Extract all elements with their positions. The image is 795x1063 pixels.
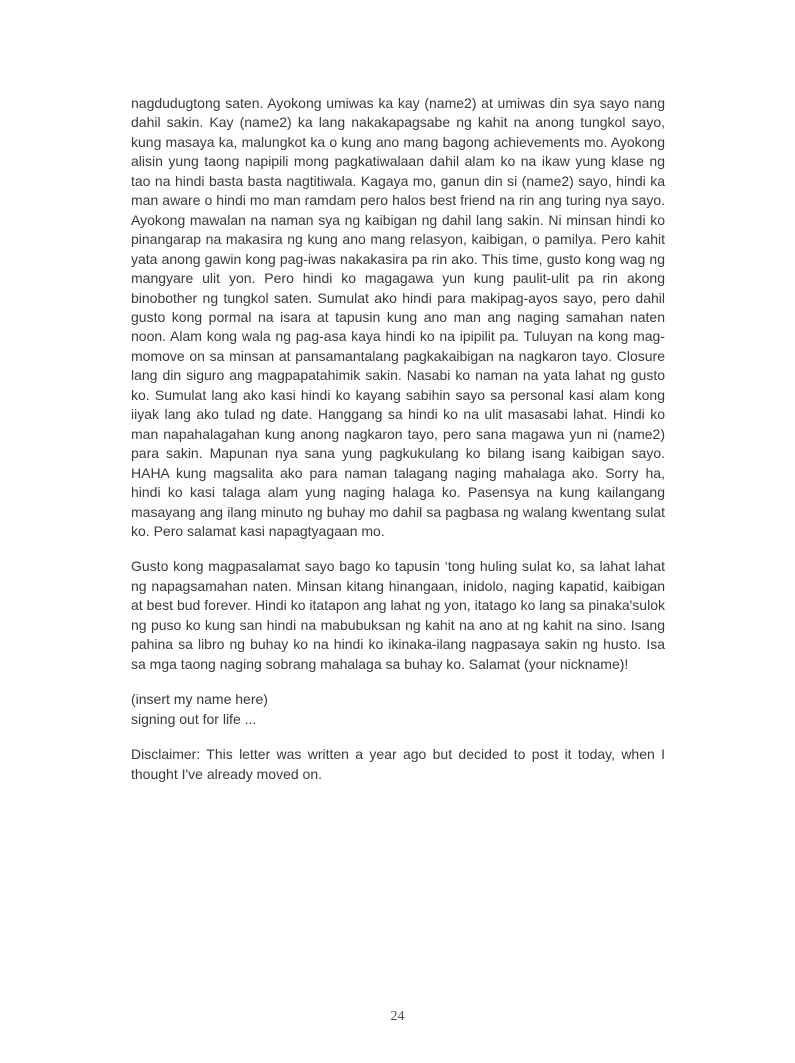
disclaimer-paragraph: Disclaimer: This letter was written a year ago but decided to post it today, when I thought I've already moved on. <box>131 746 665 782</box>
signature-block <box>131 690 665 729</box>
letter-body <box>131 94 665 800</box>
letter-paragraph-1: nagdudugtong saten. Ayokong umiwas ka kay (name2) at umiwas din sya sayo nang dahil sakin. Kay (name2) ka lang nakakapagsabe ng kahit na anong tungkol sayo, kung masaya ka, malungkot ka o kung ano mang bagong achievements mo. Ayokong alisin yung taong napipili mong pagkatiwalaan dahil alam ko na ikaw yung klase ng tao na hindi basta basta nagtitiwala. Kagaya mo, ganun din si (name2) sayo, hindi ka man aware o hindi mo man ramdam pero halos best friend na rin ang turing nya sayo. Ayokong mawalan na naman sya ng kaibigan ng dahil lang sakin. Ni minsan hindi ko pinangarap na makasira ng kung ano mang relasyon, kaibigan, o pamilya. Pero kahit yata anong gawin kong pag-iwas nakakasira pa rin ako. This time, gusto kong wag ng mangyare ulit yon. Pero hindi ko magagawa yun kung paulit-ulit pa rin akong binobother ng tungkol saten. Sumulat ako hindi para makipag-ayos sayo, pero dahil gusto kong pormal na isara at tapusin kung ano man ang naging samahan naten noon. Alam kong wala ng pag-asa kaya hindi ko na ipipilit pa. Tuluyan na kong mag-momove on sa minsan at pansamantalang pagkakaibigan na nagkaron tayo. Closure lang din siguro ang magpapatahimik sakin. Nasabi ko naman na yata lahat ng gusto ko. Sumulat lang ako kasi hindi ko kayang sabihin sayo sa personal kasi alam kong iiyak lang ako tulad ng date. Hanggang sa hindi ko na ulit masasabi lahat. Hindi ko man napahalagahan kung anong nagkaron tayo, pero sana magawa yun ni (name2) para sakin. Mapunan nya sana yung pagkukulang ko bilang isang kaibigan sayo. HAHA kung magsalita ako para naman talagang naging mahalaga ako. Sorry ha, hindi ko kasi talaga alam yung naging halaga ko. Pasensya na kung kailangang masayang ang ilang minuto ng buhay mo dahil sa pagbasa ng walang kwentang sulat ko. Pero salamat kasi napagtyagaan mo. <box>131 95 665 539</box>
letter-paragraph-2: Gusto kong magpasalamat sayo bago ko tapusin ‘tong huling sulat ko, sa lahat lahat ng napagsamahan naten. Minsan kitang hinangaan, inidolo, naging kapatid, kaibigan at best bud forever. Hindi ko itatapon ang lahat ng yon, itatago ko lang sa pinaka'sulok ng puso ko kung san hindi na mabubuksan ng kahit na ano at ng kahit na sino. Isang pahina sa libro ng buhay ko na hindi ko ikinaka-ilang nagpasaya sakin ng husto. Isa sa mga taong naging sobrang mahalaga sa buhay ko. Salamat (your nickname)! <box>131 558 665 672</box>
page-number: 24 <box>390 1009 405 1024</box>
signature-name-line: (insert my name here) <box>131 691 268 708</box>
signature-signoff-line: signing out for life ... <box>131 710 257 727</box>
